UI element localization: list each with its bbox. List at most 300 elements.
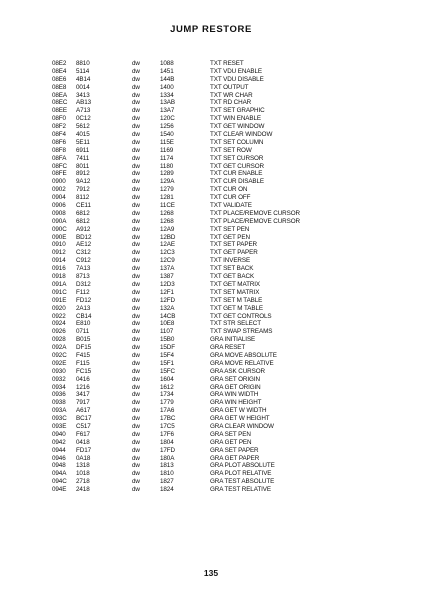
- target-cell: 17BC: [160, 415, 176, 423]
- directive-cell: dw: [132, 462, 140, 470]
- address-cell: 0948: [52, 462, 66, 470]
- address-cell: 0946: [52, 454, 66, 462]
- directive-cell: dw: [132, 138, 140, 146]
- value-cell: CB14: [76, 312, 92, 320]
- table-row: [52, 289, 392, 297]
- label-cell: GRA CLEAR WINDOW: [210, 422, 274, 430]
- target-cell: 1400: [160, 83, 174, 91]
- value-cell: B015: [76, 336, 91, 344]
- value-cell: AE12: [76, 241, 92, 249]
- address-cell: 08FA: [52, 154, 67, 162]
- table-row: [52, 257, 392, 265]
- table-row: [52, 423, 392, 431]
- directive-cell: dw: [132, 288, 140, 296]
- value-cell: 6911: [76, 146, 90, 154]
- label-cell: TXT SET CURSOR: [210, 154, 264, 162]
- directive-cell: dw: [132, 422, 140, 430]
- table-row: [52, 265, 392, 273]
- directive-cell: dw: [132, 99, 140, 107]
- address-cell: 094E: [52, 486, 67, 494]
- table-row: [52, 107, 392, 115]
- directive-cell: dw: [132, 486, 140, 494]
- table-row: [52, 447, 392, 455]
- directive-cell: dw: [132, 304, 140, 312]
- label-cell: TXT OUTPUT: [210, 83, 249, 91]
- target-cell: 1268: [160, 209, 174, 217]
- value-cell: F115: [76, 359, 90, 367]
- label-cell: TXT CUR DISABLE: [210, 178, 265, 186]
- label-cell: GRA SET ORIGIN: [210, 375, 260, 383]
- table-row: [52, 186, 392, 194]
- directive-cell: dw: [132, 446, 140, 454]
- value-cell: A912: [76, 225, 91, 233]
- directive-cell: dw: [132, 351, 140, 359]
- address-cell: 0922: [52, 312, 66, 320]
- directive-cell: dw: [132, 320, 140, 328]
- target-cell: 1289: [160, 170, 174, 178]
- table-row: [52, 328, 392, 336]
- directive-cell: dw: [132, 399, 140, 407]
- table-row: [52, 431, 392, 439]
- label-cell: GRA TEST ABSOLUTE: [210, 478, 275, 486]
- target-cell: 129A: [160, 178, 175, 186]
- target-cell: 144B: [160, 75, 175, 83]
- address-cell: 08F6: [52, 138, 66, 146]
- value-cell: 7917: [76, 399, 90, 407]
- table-row: [52, 218, 392, 226]
- table-row: [52, 336, 392, 344]
- target-cell: 12C9: [160, 257, 175, 265]
- directive-cell: dw: [132, 202, 140, 210]
- value-cell: CE11: [76, 202, 91, 210]
- directive-cell: dw: [132, 415, 140, 423]
- value-cell: DF15: [76, 344, 91, 352]
- address-cell: 08E2: [52, 60, 67, 67]
- address-cell: 0910: [52, 241, 66, 249]
- label-cell: TXT SET ROW: [210, 146, 252, 154]
- target-cell: 12BD: [160, 233, 176, 241]
- table-row: [52, 360, 392, 368]
- table-row: [52, 194, 392, 202]
- address-cell: 0928: [52, 336, 66, 344]
- address-cell: 08FE: [52, 170, 67, 178]
- value-cell: 5612: [76, 123, 90, 131]
- value-cell: FC15: [76, 367, 91, 375]
- address-cell: 094A: [52, 470, 67, 478]
- label-cell: GRA MOVE RELATIVE: [210, 359, 274, 367]
- value-cell: 8112: [76, 194, 90, 202]
- address-cell: 0934: [52, 383, 66, 391]
- directive-cell: dw: [132, 273, 140, 281]
- directive-cell: dw: [132, 383, 140, 391]
- target-cell: 1281: [160, 194, 174, 202]
- directive-cell: dw: [132, 146, 140, 154]
- address-cell: 093C: [52, 415, 67, 423]
- address-cell: 0916: [52, 265, 66, 273]
- target-cell: 12C3: [160, 249, 175, 257]
- directive-cell: dw: [132, 75, 140, 83]
- value-cell: 1216: [76, 383, 90, 391]
- value-cell: 4015: [76, 131, 90, 139]
- table-row: [52, 376, 392, 384]
- target-cell: 1813: [160, 462, 174, 470]
- table-row: [52, 115, 392, 123]
- value-cell: 8011: [76, 162, 90, 170]
- target-cell: 1824: [160, 486, 174, 494]
- table-row: [52, 384, 392, 392]
- target-cell: 120C: [160, 115, 175, 123]
- target-cell: 1256: [160, 123, 174, 131]
- table-row: [52, 462, 392, 470]
- target-cell: 180A: [160, 454, 175, 462]
- address-cell: 0904: [52, 194, 66, 202]
- directive-cell: dw: [132, 83, 140, 91]
- target-cell: 1107: [160, 328, 174, 336]
- label-cell: TXT SET GRAPHIC: [210, 107, 265, 115]
- table-row: [52, 92, 392, 100]
- directive-cell: dw: [132, 430, 140, 438]
- table-row: [52, 352, 392, 360]
- value-cell: 0418: [76, 438, 90, 446]
- directive-cell: dw: [132, 454, 140, 462]
- directive-cell: dw: [132, 265, 140, 273]
- target-cell: 132A: [160, 304, 175, 312]
- value-cell: 5E11: [76, 138, 90, 146]
- value-cell: 0014: [76, 83, 90, 91]
- label-cell: TXT WR CHAR: [210, 91, 253, 99]
- address-cell: 092C: [52, 351, 67, 359]
- table-row: [52, 139, 392, 147]
- directive-cell: dw: [132, 328, 140, 336]
- value-cell: FD17: [76, 446, 91, 454]
- directive-cell: dw: [132, 225, 140, 233]
- table-row: [52, 273, 392, 281]
- target-cell: 137A: [160, 265, 175, 273]
- value-cell: 1018: [76, 470, 90, 478]
- directive-cell: dw: [132, 154, 140, 162]
- label-cell: TXT VALIDATE: [210, 202, 252, 210]
- directive-cell: dw: [132, 344, 140, 352]
- label-cell: TXT RESET: [210, 60, 244, 67]
- target-cell: 1174: [160, 154, 174, 162]
- table-row: [52, 99, 392, 107]
- address-cell: 08EE: [52, 107, 68, 115]
- address-cell: 08EA: [52, 91, 68, 99]
- target-cell: 17A6: [160, 407, 175, 415]
- table-row: [52, 163, 392, 171]
- table-row: [52, 131, 392, 139]
- address-cell: 0930: [52, 367, 66, 375]
- directive-cell: dw: [132, 438, 140, 446]
- label-cell: GRA GET PEN: [210, 438, 252, 446]
- table-row: [52, 281, 392, 289]
- table-row: [52, 123, 392, 131]
- table-row: [52, 407, 392, 415]
- target-cell: 1268: [160, 217, 174, 225]
- label-cell: TXT CLEAR WINDOW: [210, 131, 273, 139]
- label-cell: TXT GET BACK: [210, 273, 255, 281]
- target-cell: 12F1: [160, 288, 174, 296]
- value-cell: F112: [76, 288, 90, 296]
- target-cell: 12FD: [160, 296, 175, 304]
- table-row: [52, 455, 392, 463]
- target-cell: 1779: [160, 399, 174, 407]
- value-cell: 2718: [76, 478, 90, 486]
- value-cell: 3413: [76, 91, 90, 99]
- directive-cell: dw: [132, 60, 140, 67]
- value-cell: D312: [76, 280, 91, 288]
- value-cell: 8810: [76, 60, 90, 67]
- directive-cell: dw: [132, 336, 140, 344]
- address-cell: 093E: [52, 422, 67, 430]
- label-cell: TXT SET PEN: [210, 225, 250, 233]
- label-cell: TXT SWAP STREAMS: [210, 328, 273, 336]
- address-cell: 08FC: [52, 162, 67, 170]
- address-cell: 090E: [52, 233, 67, 241]
- label-cell: GRA PLOT ABSOLUTE: [210, 462, 275, 470]
- label-cell: TXT GET PAPER: [210, 249, 258, 257]
- value-cell: 9A12: [76, 178, 91, 186]
- value-cell: 7A13: [76, 265, 91, 273]
- label-cell: TXT SET BACK: [210, 265, 254, 273]
- label-cell: TXT GET M TABLE: [210, 304, 263, 312]
- value-cell: AB13: [76, 99, 92, 107]
- directive-cell: dw: [132, 280, 140, 288]
- directive-cell: dw: [132, 359, 140, 367]
- label-cell: GRA GET W HEIGHT: [210, 415, 270, 423]
- value-cell: 7411: [76, 154, 90, 162]
- table-row: [52, 478, 392, 486]
- directive-cell: dw: [132, 407, 140, 415]
- target-cell: 12A9: [160, 225, 175, 233]
- address-cell: 0908: [52, 209, 66, 217]
- target-cell: 1279: [160, 186, 174, 194]
- label-cell: GRA RESET: [210, 344, 246, 352]
- target-cell: 17FD: [160, 446, 175, 454]
- table-row: [52, 313, 392, 321]
- target-cell: 11CE: [160, 202, 175, 210]
- target-cell: 115E: [160, 138, 174, 146]
- value-cell: 0C12: [76, 115, 91, 123]
- label-cell: GRA SET PAPER: [210, 446, 259, 454]
- target-cell: 1088: [160, 60, 174, 67]
- label-cell: TXT CUR OFF: [210, 194, 251, 202]
- label-cell: GRA GET PAPER: [210, 454, 260, 462]
- value-cell: FD12: [76, 296, 91, 304]
- table-row: [52, 170, 392, 178]
- value-cell: 8713: [76, 273, 90, 281]
- address-cell: 08E6: [52, 75, 67, 83]
- table-row: [52, 249, 392, 257]
- value-cell: 0A18: [76, 454, 91, 462]
- target-cell: 1612: [160, 383, 174, 391]
- directive-cell: dw: [132, 162, 140, 170]
- label-cell: TXT SET MATRIX: [210, 288, 260, 296]
- address-cell: 0940: [52, 430, 66, 438]
- address-cell: 094C: [52, 478, 67, 486]
- page-title: JUMP RESTORE: [170, 24, 252, 35]
- address-cell: 0906: [52, 202, 66, 210]
- address-cell: 0914: [52, 257, 66, 265]
- value-cell: 0711: [76, 328, 90, 336]
- label-cell: TXT VDU DISABLE: [210, 75, 264, 83]
- label-cell: TXT STR SELECT: [210, 320, 261, 328]
- table-row: [52, 399, 392, 407]
- value-cell: F415: [76, 351, 90, 359]
- directive-cell: dw: [132, 257, 140, 265]
- address-cell: 08F8: [52, 146, 66, 154]
- value-cell: A617: [76, 407, 91, 415]
- value-cell: C517: [76, 422, 91, 430]
- label-cell: TXT VDU ENABLE: [210, 67, 263, 75]
- table-row: [52, 68, 392, 76]
- directive-cell: dw: [132, 375, 140, 383]
- address-cell: 091A: [52, 280, 67, 288]
- value-cell: 2A13: [76, 304, 91, 312]
- label-cell: GRA PLOT RELATIVE: [210, 470, 272, 478]
- directive-cell: dw: [132, 209, 140, 217]
- target-cell: 1180: [160, 162, 174, 170]
- value-cell: BC17: [76, 415, 92, 423]
- label-cell: TXT GET MATRIX: [210, 280, 261, 288]
- address-cell: 0944: [52, 446, 66, 454]
- target-cell: 1334: [160, 91, 174, 99]
- label-cell: TXT RD CHAR: [210, 99, 252, 107]
- address-cell: 0936: [52, 391, 66, 399]
- table-row: [52, 391, 392, 399]
- table-row: [52, 210, 392, 218]
- page-number: 135: [203, 568, 219, 578]
- label-cell: GRA GET W WIDTH: [210, 407, 267, 415]
- value-cell: 0416: [76, 375, 90, 383]
- value-cell: F617: [76, 430, 90, 438]
- label-cell: TXT SET COLUMN: [210, 138, 264, 146]
- table-row: [52, 241, 392, 249]
- address-cell: 08E8: [52, 83, 67, 91]
- value-cell: 1318: [76, 462, 90, 470]
- table-row: [52, 439, 392, 447]
- label-cell: TXT GET PEN: [210, 233, 250, 241]
- jump-table-listing: [52, 60, 392, 494]
- address-cell: 08EC: [52, 99, 68, 107]
- target-cell: 15B0: [160, 336, 175, 344]
- directive-cell: dw: [132, 115, 140, 123]
- target-cell: 17C5: [160, 422, 175, 430]
- table-row: [52, 147, 392, 155]
- target-cell: 1827: [160, 478, 174, 486]
- address-cell: 0902: [52, 186, 66, 194]
- value-cell: C312: [76, 249, 91, 257]
- target-cell: 1169: [160, 146, 174, 154]
- label-cell: TXT GET WINDOW: [210, 123, 265, 131]
- address-cell: 093A: [52, 407, 67, 415]
- label-cell: TXT SET M TABLE: [210, 296, 263, 304]
- label-cell: GRA MOVE ABSOLUTE: [210, 351, 277, 359]
- address-cell: 0912: [52, 249, 66, 257]
- directive-cell: dw: [132, 241, 140, 249]
- table-row: [52, 60, 392, 68]
- target-cell: 10E8: [160, 320, 175, 328]
- table-row: [52, 486, 392, 494]
- address-cell: 0942: [52, 438, 66, 446]
- address-cell: 0918: [52, 273, 66, 281]
- directive-cell: dw: [132, 178, 140, 186]
- value-cell: C912: [76, 257, 91, 265]
- address-cell: 091C: [52, 288, 67, 296]
- target-cell: 17F6: [160, 430, 174, 438]
- target-cell: 1804: [160, 438, 174, 446]
- directive-cell: dw: [132, 131, 140, 139]
- target-cell: 12D3: [160, 280, 175, 288]
- directive-cell: dw: [132, 170, 140, 178]
- address-cell: 0924: [52, 320, 66, 328]
- address-cell: 0920: [52, 304, 66, 312]
- directive-cell: dw: [132, 107, 140, 115]
- table-row: [52, 470, 392, 478]
- target-cell: 1540: [160, 131, 174, 139]
- target-cell: 15F4: [160, 351, 174, 359]
- target-cell: 15FC: [160, 367, 175, 375]
- value-cell: E810: [76, 320, 91, 328]
- table-row: [52, 155, 392, 163]
- directive-cell: dw: [132, 249, 140, 257]
- target-cell: 1810: [160, 470, 174, 478]
- address-cell: 090C: [52, 225, 67, 233]
- target-cell: 1734: [160, 391, 174, 399]
- address-cell: 08F2: [52, 123, 66, 131]
- value-cell: 4B14: [76, 75, 91, 83]
- directive-cell: dw: [132, 312, 140, 320]
- value-cell: 2418: [76, 486, 90, 494]
- directive-cell: dw: [132, 186, 140, 194]
- address-cell: 0932: [52, 375, 66, 383]
- directive-cell: dw: [132, 391, 140, 399]
- label-cell: TXT CUR ENABLE: [210, 170, 263, 178]
- label-cell: TXT SET PAPER: [210, 241, 257, 249]
- target-cell: 12AE: [160, 241, 176, 249]
- table-row: [52, 234, 392, 242]
- directive-cell: dw: [132, 367, 140, 375]
- address-cell: 091E: [52, 296, 67, 304]
- target-cell: 15DF: [160, 344, 175, 352]
- label-cell: TXT GET CONTROLS: [210, 312, 272, 320]
- table-row: [52, 305, 392, 313]
- address-cell: 092E: [52, 359, 67, 367]
- table-row: [52, 76, 392, 84]
- table-row: [52, 415, 392, 423]
- directive-cell: dw: [132, 478, 140, 486]
- value-cell: 5114: [76, 67, 90, 75]
- label-cell: GRA WIN WIDTH: [210, 391, 259, 399]
- value-cell: 7912: [76, 186, 90, 194]
- label-cell: TXT INVERSE: [210, 257, 251, 265]
- address-cell: 08F4: [52, 131, 66, 139]
- target-cell: 14CB: [160, 312, 176, 320]
- label-cell: TXT GET CURSOR: [210, 162, 264, 170]
- label-cell: TXT PLACE/REMOVE CURSOR: [210, 209, 300, 217]
- directive-cell: dw: [132, 233, 140, 241]
- value-cell: 6812: [76, 217, 90, 225]
- target-cell: 1451: [160, 67, 174, 75]
- address-cell: 092A: [52, 344, 67, 352]
- table-row: [52, 202, 392, 210]
- table-row: [52, 297, 392, 305]
- table-row: [52, 368, 392, 376]
- label-cell: TXT CUR ON: [210, 186, 248, 194]
- value-cell: 6812: [76, 209, 90, 217]
- directive-cell: dw: [132, 91, 140, 99]
- directive-cell: dw: [132, 296, 140, 304]
